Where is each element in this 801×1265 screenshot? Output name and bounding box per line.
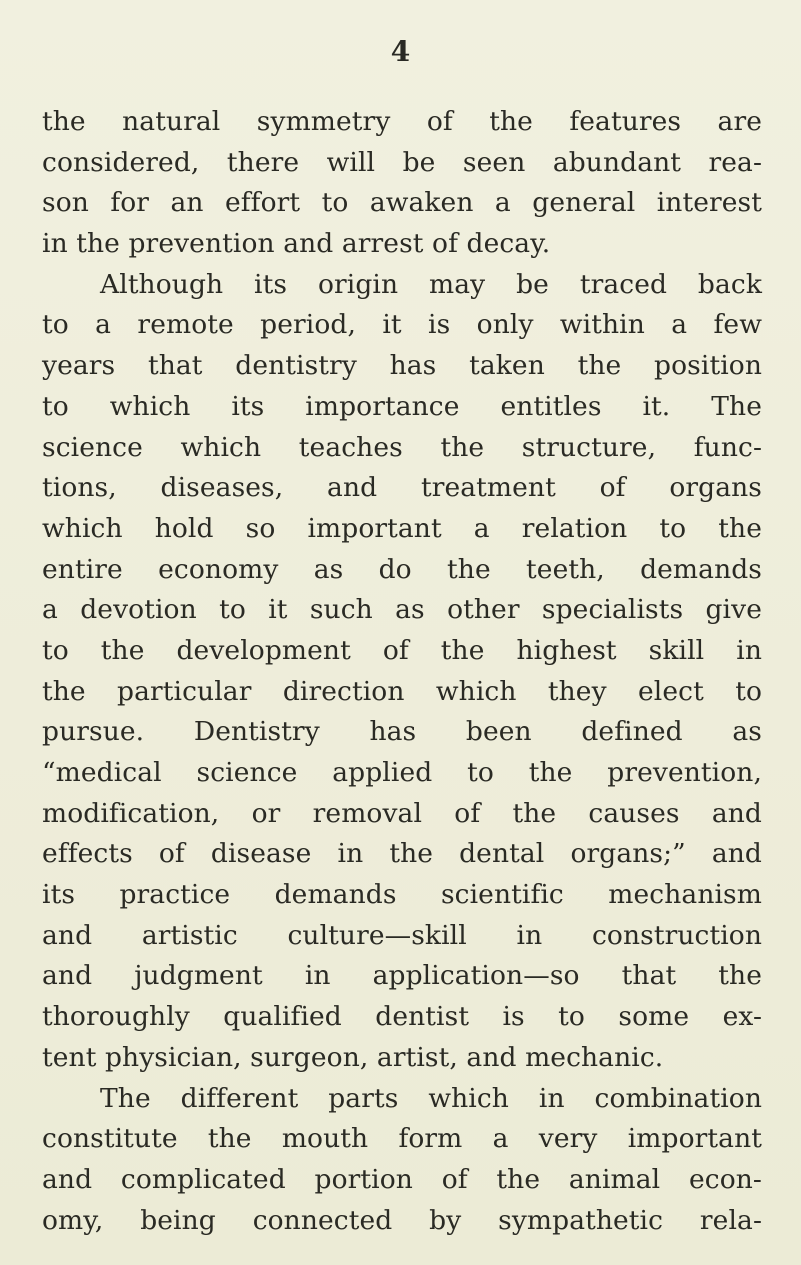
- text-line: which hold so important a relation to the: [42, 512, 762, 544]
- text-line: tions, diseases, and treatment of organs: [42, 472, 762, 504]
- paragraph-start-line: Although its origin may be traced back: [100, 268, 762, 300]
- text-line: the natural symmetry of the features are: [42, 106, 762, 137]
- text-line: tent physician, surgeon, artist, and mechanic.: [42, 1041, 664, 1073]
- text-line: entire economy as do the teeth, demands: [42, 553, 762, 585]
- paragraph-start-line: The different parts which in combination: [100, 1082, 762, 1114]
- text-line: years that dentistry has taken the position: [42, 350, 762, 382]
- page-number: 4: [390, 35, 411, 68]
- text-line: to which its importance entitles it. The: [42, 390, 762, 422]
- text-line: constitute the mouth form a very important: [42, 1123, 762, 1155]
- text-line: a devotion to it such as other specialists give: [42, 594, 762, 626]
- text-line: effects of disease in the dental organs;” and: [42, 838, 762, 870]
- text-line: considered, there will be seen abundant rea-: [42, 146, 762, 178]
- text-line: thoroughly qualified dentist is to some ex-: [42, 1001, 762, 1033]
- body-text: [42, 102, 762, 1241]
- text-line: omy, being connected by sympathetic rela-: [42, 1204, 762, 1236]
- text-line: in the prevention and arrest of decay.: [42, 228, 551, 260]
- text-line: the particular direction which they elect to: [42, 675, 762, 707]
- text-line: its practice demands scientific mechanism: [42, 879, 762, 911]
- text-line: and judgment in application—so that the: [42, 960, 762, 992]
- text-line: son for an effort to awaken a general interest: [42, 187, 762, 219]
- text-line: science which teaches the structure, func-: [42, 431, 762, 463]
- text-line: pursue. Dentistry has been defined as: [42, 716, 762, 748]
- text-line: and complicated portion of the animal econ-: [42, 1163, 762, 1195]
- text-line: modification, or removal of the causes and: [42, 797, 762, 829]
- text-line: to the development of the highest skill in: [42, 634, 762, 666]
- text-line: and artistic culture—skill in construction: [42, 919, 762, 951]
- text-line: “medical science applied to the prevention,: [42, 757, 762, 788]
- text-line: to a remote period, it is only within a few: [42, 309, 762, 341]
